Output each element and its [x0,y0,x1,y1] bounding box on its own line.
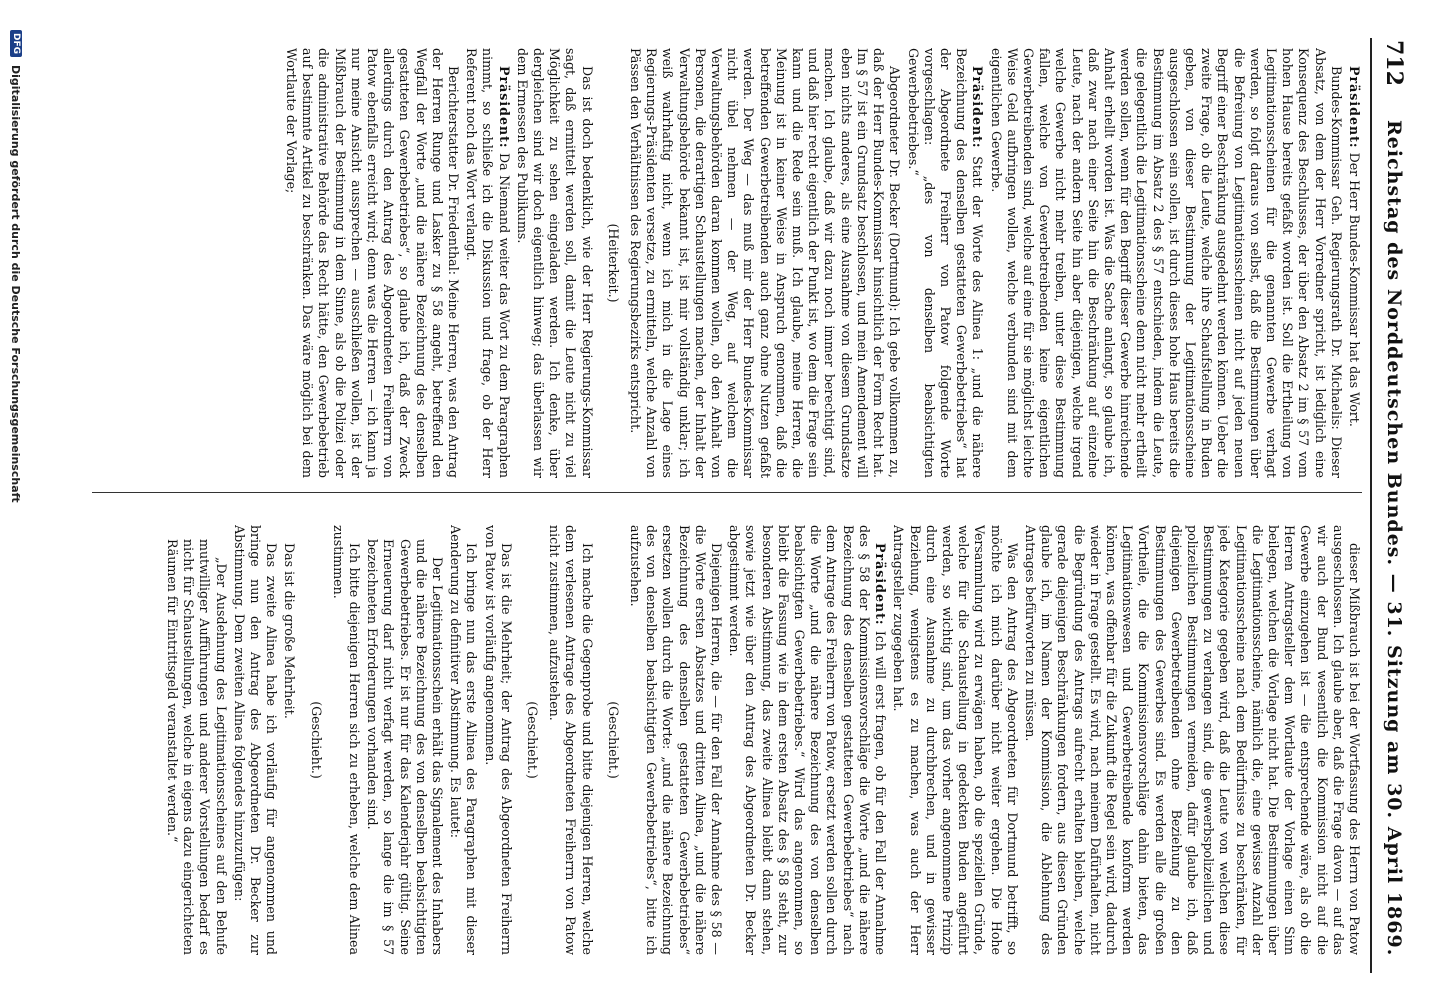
digitization-credit [7,30,25,980]
paragraph-text: Der Herr Bundes-Kommissar hat das Wort. [1347,152,1362,427]
paragraph [890,525,1020,955]
paragraph [330,525,362,955]
paragraph [481,525,513,955]
paragraph-text: Abgeordneter Dr. Becker (Dortmund): Ich gebe vollkommen zu, daß der Herr Bundes-Kommissar hinsichtlich der Form Recht hat. Im § 57 ist ein Grundsatz beschlossen, und mein Amendement will eben nichts anderes, als eine Ausnahme von diesem Grundsatze machen. Ich glaube, daß wir dazu noch immer berechtigt sind, und daß hier recht eigentlich der Punkt ist, wo dem die Frage sein kann und die Rede sein muß. Ich glaube, meine Herren, die Meinung ist in keiner Weise in Anspruch genommen, daß die betreffenden Gewerbetreibenden auch ganz ohne Nutzen gefaßt werden. Der Weg — das muß mir der Herr Bundes-Kommissar nicht übel nehmen — der Weg, auf welchem die Verwaltungsbehörden daran kommen wollen, ob den Anhalt von Personen, die derartigen Schaustellungen machen, der Inhalt der Verwaltungsbehörde bekannt ist, ist mir vollständig unklar; ich weiß wahrhaftig nicht, wenn ich mich in die Lage eines Regierungs-Präsidenten versetze, zu ermitteln, welche Anzahl von Pässen den Verhältnissen des Regierungsbezirks entspricht. [628,48,903,478]
paragraph-text: Ich will erst fragen, ob für den Fall der Annahme des § 58 der Kommissionsvorschläge die Worte „und die nähere Bezeichnung des denselben gestatteten Gewerbebetriebes“ nach dem Antrage des Freiherrn von Patow, ersetzt werden sollen durch die Worte „und die nähere Bezeichnung des von denselben beabsichtigten Gewerbebetriebes.“ Wird das angenommen, so bleibt die Fassung wie in dem ersten Absatz des § 58 steht, zur besonderen Abstimmung, das zweite Alinea bleibt dann stehen, sowie jetzt wie über den Antrag des Abgeordneten Dr. Becker abgestimmt werden. [727,525,889,955]
paragraph-text: Statt der Worte des Alinea 1: „und die nähere Bezeichnung des denselben gestatteten Gewerbebetriebes“ hat der Abgeordnete Freiherr von Patow folgende Worte vorgeschlagen: „des von denselben beabsichtigten Gewerbebetriebes.“ [905,48,986,478]
header-rule [1370,38,1372,973]
paragraph-text: Ich bitte diejenigen Herren sich zu erheben, welche dem Alinea zustimmen. [330,525,363,955]
paragraph [627,525,724,955]
paragraph [463,48,512,478]
paragraph [726,525,888,955]
credit-text: Digitalisierung gefördert durch die Deutsche Forschungsgemeinschaft [9,65,23,503]
paragraph [231,525,280,955]
paragraph-text: Das ist doch bedenklich, wie der Herr Regierungs-Kommissar sagt, daß ermittelt werden soll, damit die Leute nicht zu viel Möglichkeit zu sehen eingeladen werden. Ich denke, über dergleichen sind wir doch eigentlich hinweg; das überlassen wir dem Ermessen des Publikums. [514,48,595,478]
running-title: Reichstag des Norddeutschen Bundes. — 31. Sitzung am 30. April 1869. [1383,120,1405,957]
paragraph [627,48,902,478]
paragraph-text: Ich mache die Gegenprobe und bitte diejenigen Herren, welche dem verlesenen Antrage des Abgeordneten Freiherrn von Patow nicht zustimmen, aufzustehen. [547,525,595,955]
paragraph-text: Da Niemand weiter das Wort zu dem Paragraphen nimmt, so schließe ich die Diskussion und frage, ob der Herr Referent noch das Wort verlangt. [464,48,512,478]
paragraph-text: Das zweite Alinea habe ich vorläufig für angenommen und bringe nun den Antrag des Abgeordneten Dr. Becker zur Abstimmung. Dem zweiten Alinea folgendes hinzuzufügen: [231,525,280,955]
dfg-logo: DFG [10,30,22,57]
paragraph-text: dieser Mißbrauch ist bei der Wortfassung des Herrn von Patow ausgeschlossen. Ich glaube aber, daß die Frage davon — auf das wir auch der Bund wesentlich die Kommission nicht auf die Gewerbe einzugehen ist — die entsprechende wäre, als ob die Herren Antragsteller dem Wortlaute der Vorlage einen Sinn beilegen, welchen die Vorlage nicht hat. Die Bestimmungen über die Legitimationsscheine, nämlich die, eine gewisse Anzahl der Legitimationsscheine nach dem Bedürfnisse zu beschränken, für jede Kategorie gegeben wird, daß die Leute von welchen diese Bestimmungen zu verlangen sind, die gewerbspolizeilichen und polizeilichen Bestimmungen vermeiden, dafür glaube ich, daß diejenigen Gewerbetreibenden ohne Beziehung zu den Bestimmungen des Gewerbes sind. Es werden alle die großen Vortheile, die die Kommissionsvorschläge dahin bieten, das Legitimationswesen und Gewerbetreibende konform werden können, was offenbar für die Zukunft die Regel sein wird, dadurch wieder in Frage gestellt. Es wird, nach meinem Dafürhalten, nicht die Begründung des Antrags aufrecht erhalten bleiben, welche gerade diejenigen Beschränkungen fordern, aus diesen Gründen glaube ich, im Namen der Kommission, die Ablehnung des Antrages befürworten zu müssen. [1022,525,1362,955]
speaker-label: Präsident: [1347,66,1362,149]
stage-direction: (Geschieht.) [605,701,621,779]
paragraph-text: Bundes-Kommissar Geh. Regierungsrath Dr. Michaelis: Dieser Absatz, von dem der Herr Vorredner spricht, ist lediglich eine Konsequenz des Beschlusses, der über den Absatz 2 im § 57 vom hohen Hause bereits gefaßt worden ist. Soll die Ertheilung von Legitimationsscheinen für die genannten Gewerbe verhagt werden, so folgt daraus von selbst, daß die Bestimmungen über die Befreiung von Legitimationsscheinen nicht auf jeden neuen Begriff einer Beschränkung ausgedehnt werden können. Ueber die zweite Frage, ob die Leute, welche ihre Schaufstellung in Buden geben, von dieser Bestimmung der Legitimationsscheine ausgeschlossen sein sollen, ist durch dieses hohe Haus bereits die Bestimmung im Absatz 2 des § 57 entschieden, indem die Leute, die gelegentlich die Legitimationsscheine denn nicht mehr ertheilt werden sollen, wenn für den Begriff dieser Gewerbe hinreichende Anhalt erhellt worden ist. Was die Sache anlangt, so glaube ich, daß zwar nach einer Seite hin die Beschränkung auf einzelne Leute, nach der andern Seite hin aber diejenigen, welche irgend welche Gewerbe nicht mehr treiben, unter diese Bestimmung fallen, welche von Gewerbetreibenden keine eigentlichen Gewerbetreibenden sind, welche auf eine für sie möglichst leichte Weise Geld aufbringen wollen, welche verbunden sind mit dem eigentlichen Gewerbe. [988,48,1344,478]
paragraph [447,525,479,955]
stage-direction: (Heiterkeit.) [605,223,621,303]
paragraph [987,48,1343,478]
stage-direction: (Geschieht.) [308,701,324,779]
column-divider [92,492,1362,493]
paragraph-text: Das ist die große Mehrheit. [282,543,298,719]
paragraph [1022,525,1362,955]
paragraph [283,48,461,478]
page-header [1374,40,1414,965]
page-number: 712 [1381,40,1407,86]
paragraph [281,525,297,955]
left-column [92,48,1362,478]
quoted-text: Der Legitimationsschein erhält das Signalement des Inhabers und die nähere Bezeichnung des von denselben beabsichtigten Gewerbebetriebes. Er ist nur für das Kalenderjahr gültig. Seine Erneuerung darf nicht verfagt werden, so lange die im § 57 bezeichneten Erforderungen vorhanden sind. [365,539,446,955]
paragraph-text: Berichterstatter Dr. Friedenthal: Meine Herren, was den Antrag der Herren Runge und Lasker zu § 58 angeht, betreffend den Wegfall der Worte „und die nähere Bezeichnung des denselben gestatteten Gewerbebetriebes“, so glaube ich, daß der Zweck allerdings durch den Antrag des Abgeordneten Freiherrn von Patow ebenfalls erreicht wird; denn was die Herren — ich kann ja nur meine Ansicht aussprechen — ausschließen wollen, ist der Mißbrauch der Bestimmung in dem Sinne, als ob die Polizei oder die administrative Behörde das Recht hätte, den Gewerbebetrieb auf bestimmte Artikel zu beschränken. Das wäre möglich bei dem Wortlaute der Vorlage; [284,48,462,478]
paragraph [514,48,595,478]
paragraph [546,525,595,955]
paragraph-text: Ich bringe nun das erste Alinea des Paragraphen mit dieser Aenderung zu definitiver Abstimmung. Es lautet: [448,525,480,955]
paragraph [904,48,985,478]
paragraph-text: Was den Antrag des Abgeordneten für Dortmund betrifft, so möchte ich mich darüber nicht weiter ergehen. Die Hohe Versammlung wird zu erwägen haben, ob die speziellen Gründe, welche für die Schaustellung in gedeckten Buden angeführt werden, so wichtig sind, um das vorher angenommene Prinzip durch eine Ausnahme zu durchbrechen, und in gewisser Beziehung, wenigstens es zu machen, was auch der Herr Antragsteller zugegeben hat. [891,525,1020,955]
quoted-text: „Der Ausdehnung des Legitimationsscheines auf den Behufe mutwilliger Aufführungen und anderer Vorstellungen bedarf es nicht für Schaustellungen, welche in eigens dazu eingerichteten Räumen für Eintrittsgeld veranstaltet werden.“ [164,539,229,955]
paragraph-text: Das ist die Mehrheit; der Antrag des Abgeordneten Freiherrn von Patow ist vorläufig angenommen. [482,525,514,955]
speaker-label: Präsident: [970,66,986,149]
paragraph-text: Diejenigen Herren, die — für den Fall der Annahme des § 58 — die Worte ersten Absatzes und dritten Alinea, „und die nähere Bezeichnung des denselben gestatteten Gewerbebetriebes“ ersetzen wollen durch die Worte: „und die nähere Bezeichnung des von denselben beabsichtigten Gewerbebetriebes“, bitte ich aufzustehen. [628,525,725,955]
stage-direction: (Geschieht.) [525,701,541,779]
speaker-label: Präsident: [496,66,512,149]
speaker-label: Präsident: [873,543,889,626]
right-column [92,525,1362,955]
paragraph [1346,48,1362,478]
